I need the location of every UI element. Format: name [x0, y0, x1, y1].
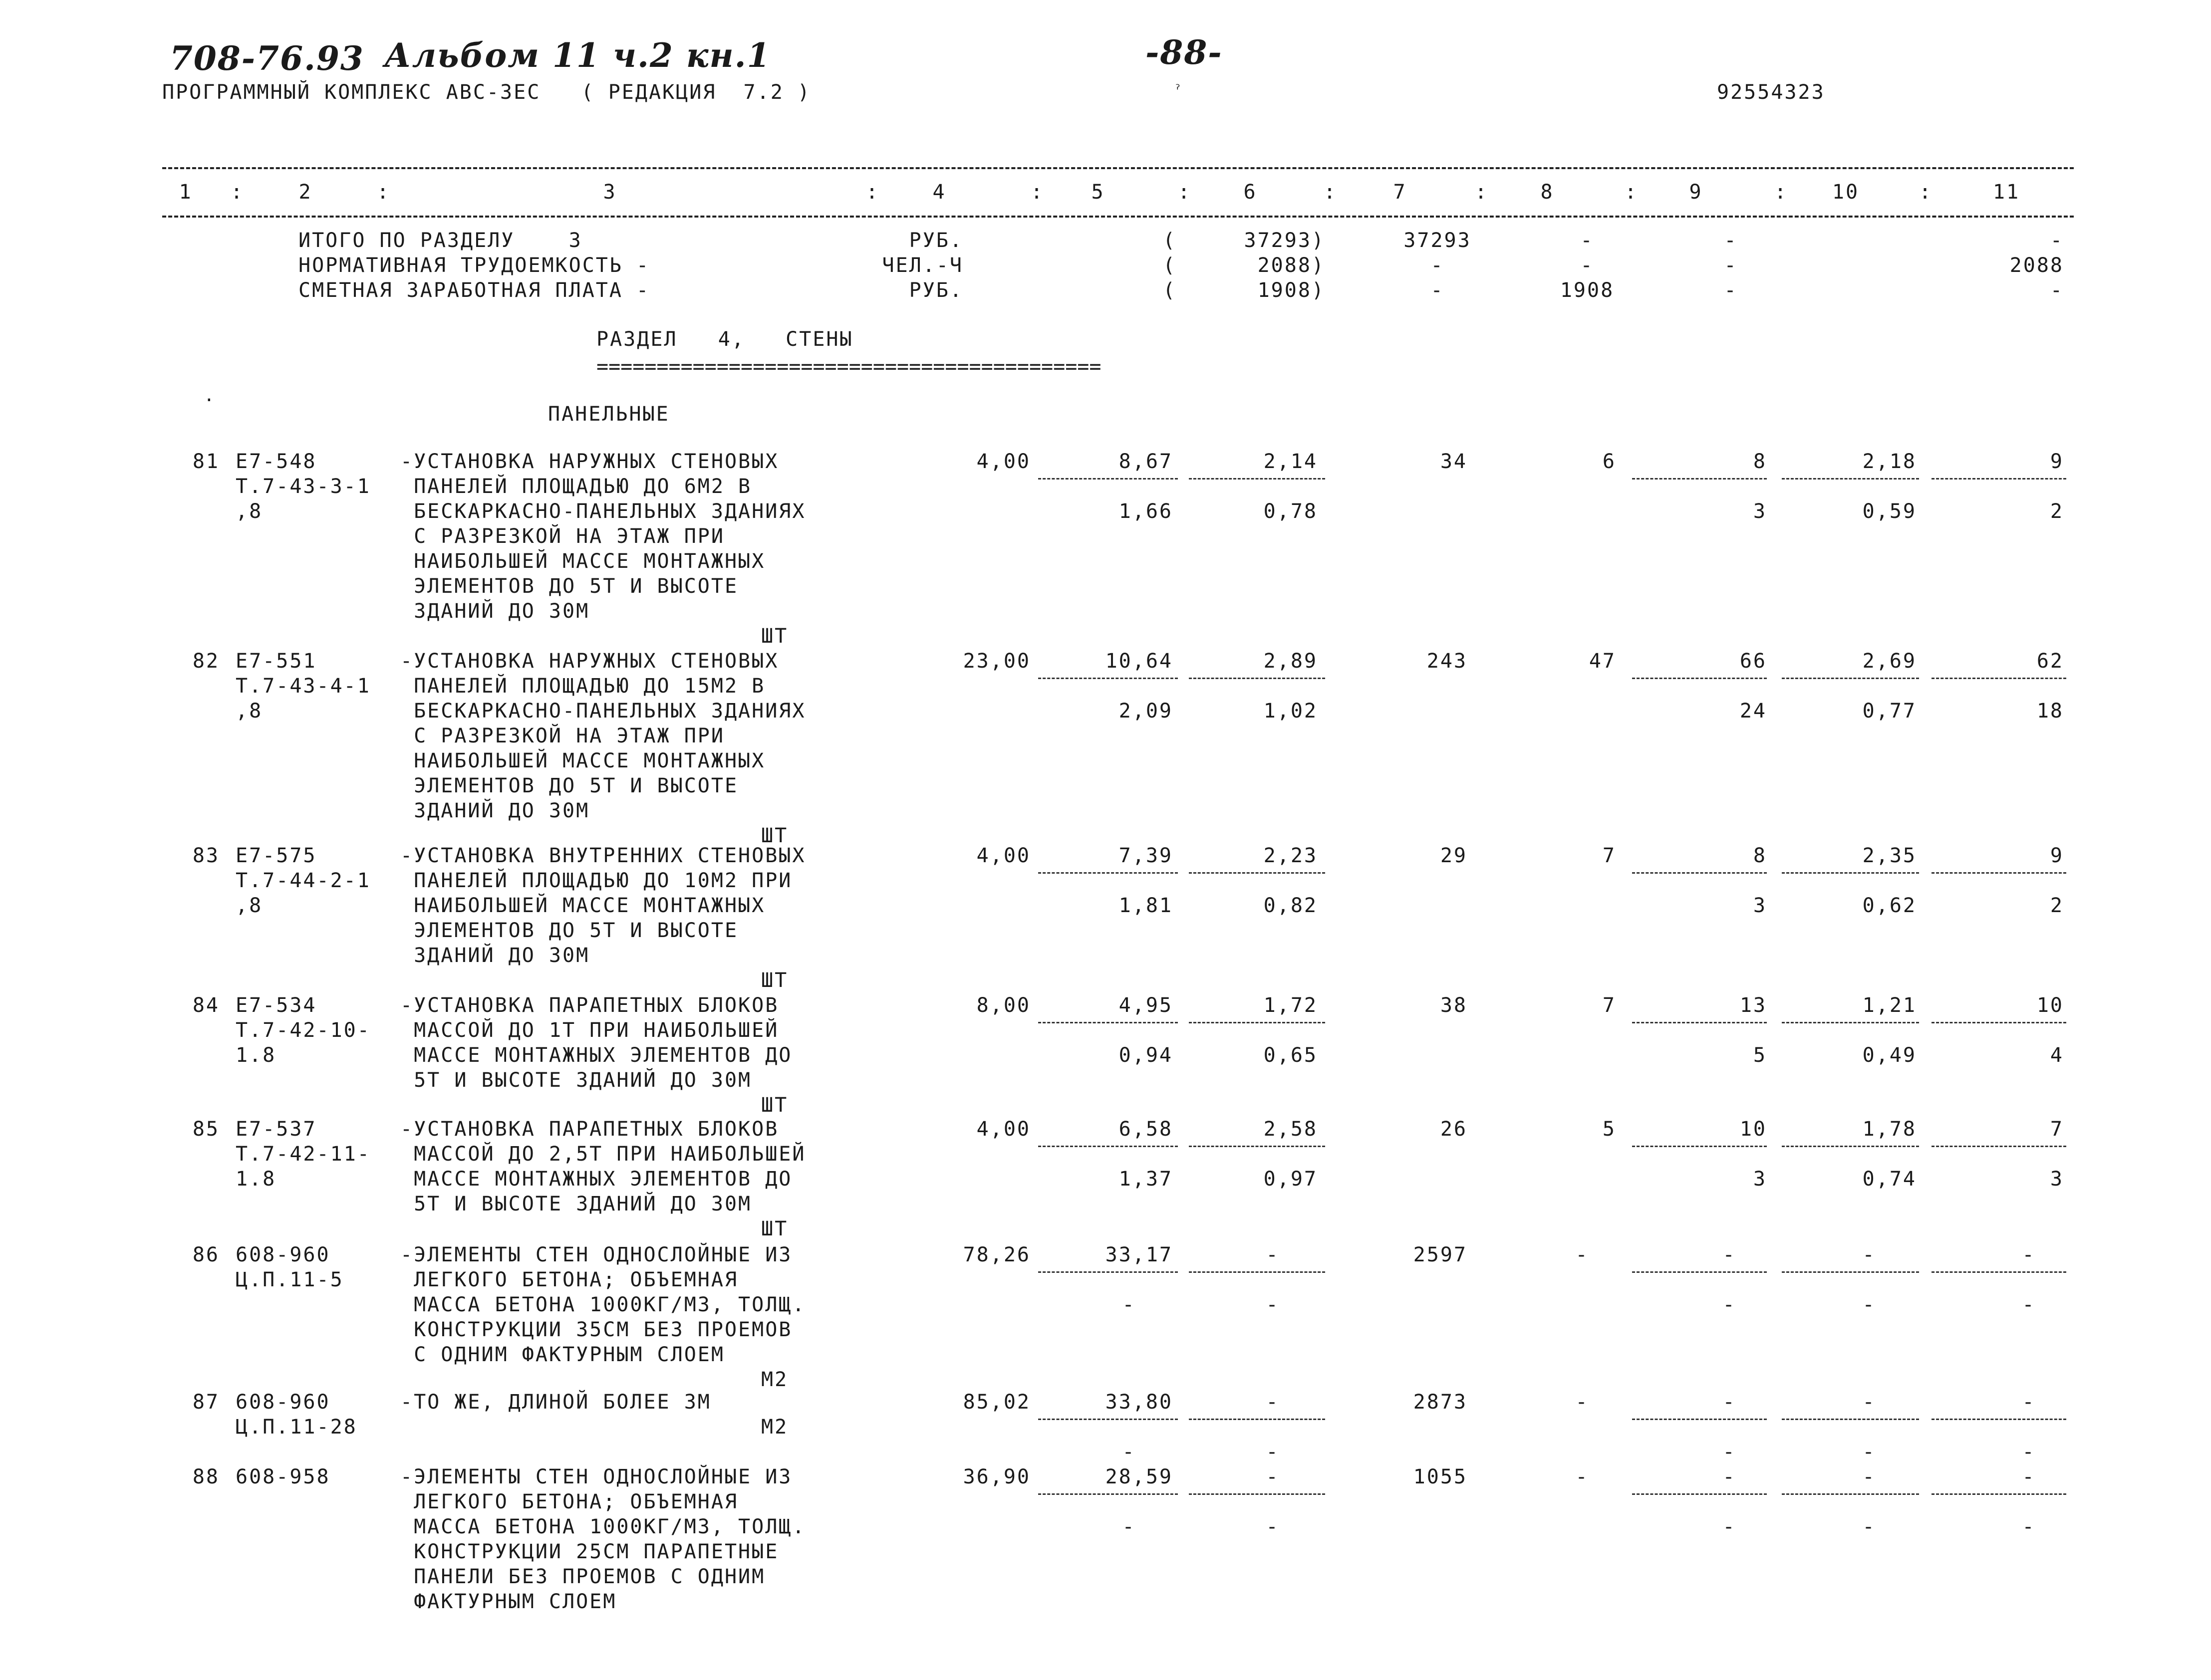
cell-col10-lower: - — [1862, 1515, 1876, 1538]
item-code: 608-960 — [236, 1391, 330, 1414]
item-reference: Ц.П.11-28 — [236, 1416, 357, 1439]
cell-col11-lower: 3 — [2050, 1168, 2064, 1191]
totals-col7: - — [1430, 279, 1444, 302]
fraction-bar — [1632, 1271, 1767, 1273]
item-description: НАИБОЛЬШЕЙ МАССЕ МОНТАЖНЫХ — [400, 749, 766, 772]
fraction-bar — [1038, 1419, 1178, 1420]
cell-col10-lower: - — [1862, 1293, 1876, 1316]
item-description: ЛЕГКОГО БЕТОНА; ОБЪЕМНАЯ — [400, 1268, 739, 1291]
fraction-bar — [1038, 1493, 1178, 1495]
column-separator: : — [231, 181, 245, 204]
fraction-bar — [1932, 678, 2066, 679]
cell-col5: 33,80 — [1105, 1391, 1173, 1414]
column-header-6: 6 — [1243, 181, 1257, 204]
fraction-bar — [1632, 1022, 1767, 1023]
cell-col10: 1,78 — [1862, 1118, 1917, 1141]
cell-col9: - — [1722, 1243, 1736, 1266]
item-description: С ОДНИМ ФАКТУРНЫМ СЛОЕМ — [400, 1343, 725, 1366]
cell-col11-lower: - — [2022, 1293, 2036, 1316]
cell-col6-lower: 0,78 — [1263, 500, 1318, 523]
item-number: 86 — [192, 1243, 220, 1266]
cell-col9: 10 — [1739, 1118, 1767, 1141]
cell-col7: 2873 — [1413, 1391, 1467, 1414]
cell-col7: 29 — [1440, 844, 1467, 867]
item-description: МАССЕ МОНТАЖНЫХ ЭЛЕМЕНТОВ ДО — [400, 1168, 793, 1191]
totals-col6: ( 37293) — [1163, 229, 1325, 252]
cell-col10: - — [1862, 1391, 1876, 1414]
item-number: 87 — [192, 1391, 220, 1414]
cell-col9-lower: 3 — [1753, 1168, 1767, 1191]
column-separator: : — [1625, 181, 1639, 204]
column-separator: : — [377, 181, 391, 204]
column-header-8: 8 — [1540, 181, 1554, 204]
cell-col5: 33,17 — [1105, 1243, 1173, 1266]
column-separator: : — [1919, 181, 1933, 204]
item-code: 608-958 — [236, 1465, 330, 1488]
fraction-bar — [1038, 1146, 1178, 1147]
totals-col9: - — [1724, 279, 1738, 302]
totals-col8: 1908 — [1560, 279, 1615, 302]
fraction-bar — [1632, 1419, 1767, 1420]
cell-col5: 4,95 — [1118, 994, 1173, 1017]
section-title: РАЗДЕЛ 4, СТЕНЫ — [596, 328, 853, 351]
fraction-bar — [1038, 872, 1178, 874]
fraction-bar — [1782, 872, 1919, 874]
column-header-10: 10 — [1832, 181, 1860, 204]
fraction-bar — [1189, 478, 1325, 480]
item-description: 5Т И ВЫСОТЕ ЗДАНИЙ ДО 30М — [400, 1193, 752, 1215]
totals-col7: - — [1430, 254, 1444, 277]
item-description: ПАНЕЛЕЙ ПЛОЩАДЬЮ ДО 10М2 ПРИ — [400, 869, 793, 892]
item-description: БЕСКАРКАСНО-ПАНЕЛЬНЫХ ЗДАНИЯХ — [400, 700, 806, 722]
fraction-bar — [1632, 678, 1767, 679]
fraction-bar — [1782, 678, 1919, 679]
item-description: МАССОЙ ДО 2,5Т ПРИ НАИБОЛЬШЕЙ — [400, 1143, 806, 1166]
totals-col6: ( 2088) — [1163, 254, 1325, 277]
cell-col7: 38 — [1440, 994, 1467, 1017]
cell-col5: 10,64 — [1105, 650, 1173, 673]
item-description: МАССОЙ ДО 1Т ПРИ НАИБОЛЬШЕЙ — [400, 1019, 779, 1042]
fraction-bar — [1782, 1419, 1919, 1420]
item-code: Е7-537 — [236, 1118, 317, 1141]
item-quantity: 4,00 — [976, 844, 1031, 867]
item-quantity: 8,00 — [976, 994, 1031, 1017]
item-code: Е7-551 — [236, 650, 317, 673]
cell-col6: 1,72 — [1263, 994, 1318, 1017]
item-description: НАИБОЛЬШЕЙ МАССЕ МОНТАЖНЫХ — [400, 550, 766, 573]
cell-col10: 2,69 — [1862, 650, 1917, 673]
item-description: ЗДАНИЙ ДО 30М — [400, 600, 590, 623]
item-description: -УСТАНОВКА НАРУЖНЫХ СТЕНОВЫХ — [400, 650, 779, 673]
column-header-9: 9 — [1689, 181, 1703, 204]
cell-col8: - — [1575, 1391, 1589, 1414]
cell-col6: - — [1266, 1243, 1280, 1266]
cell-col9-lower: 5 — [1753, 1044, 1767, 1067]
cell-col5: 8,67 — [1118, 450, 1173, 473]
item-number: 83 — [192, 844, 220, 867]
fraction-bar — [1632, 478, 1767, 480]
stray-dot: · — [204, 390, 215, 411]
cell-col9-lower: - — [1722, 1293, 1736, 1316]
item-unit: ШТ — [761, 625, 789, 648]
cell-col9: 66 — [1739, 650, 1767, 673]
cell-col8: 5 — [1602, 1118, 1616, 1141]
item-unit: М2 — [761, 1416, 789, 1439]
cell-col7: 26 — [1440, 1118, 1467, 1141]
fraction-bar — [1782, 478, 1919, 480]
cell-col8: 47 — [1589, 650, 1616, 673]
cell-col10-lower: 0,49 — [1862, 1044, 1917, 1067]
cell-col5-lower: 2,09 — [1118, 700, 1173, 722]
cell-col6-lower: 1,02 — [1263, 700, 1318, 722]
cell-col10-lower: 0,77 — [1862, 700, 1917, 722]
fraction-bar — [1189, 872, 1325, 874]
totals-col9: - — [1724, 229, 1738, 252]
fraction-bar — [1932, 478, 2066, 480]
fraction-bar — [1782, 1271, 1919, 1273]
cell-col11: - — [2022, 1465, 2036, 1488]
item-description: МАССА БЕТОНА 1000КГ/М3, ТОЛЩ. — [400, 1515, 806, 1538]
cell-col11-lower: 4 — [2050, 1044, 2064, 1067]
item-description: ФАКТУРНЫМ СЛОЕМ — [400, 1590, 617, 1613]
item-code: Е7-534 — [236, 994, 317, 1017]
cell-col11: 9 — [2050, 844, 2064, 867]
totals-col8: - — [1580, 229, 1594, 252]
cell-col6: 2,58 — [1263, 1118, 1318, 1141]
item-description: БЕСКАРКАСНО-ПАНЕЛЬНЫХ ЗДАНИЯХ — [400, 500, 806, 523]
item-description: -УСТАНОВКА ПАРАПЕТНЫХ БЛОКОВ — [400, 1118, 779, 1141]
item-description: ЗДАНИЙ ДО 30М — [400, 944, 590, 967]
fraction-bar — [1038, 678, 1178, 679]
cell-col5-lower: 0,94 — [1118, 1044, 1173, 1067]
item-description: С РАЗРЕЗКОЙ НА ЭТАЖ ПРИ — [400, 724, 725, 747]
column-header-1: 1 — [179, 181, 193, 204]
fraction-bar — [1038, 478, 1178, 480]
cell-col6-lower: 0,97 — [1263, 1168, 1318, 1191]
fraction-bar — [1189, 1271, 1325, 1273]
fraction-bar — [1632, 1493, 1767, 1495]
cell-col6: - — [1266, 1391, 1280, 1414]
totals-unit: ЧЕЛ.-Ч — [882, 254, 963, 277]
column-header-2: 2 — [298, 181, 312, 204]
item-reference: 1.8 — [236, 1044, 276, 1067]
item-description: -УСТАНОВКА ПАРАПЕТНЫХ БЛОКОВ — [400, 994, 779, 1017]
column-separator: : — [866, 181, 880, 204]
totals-col11: 2088 — [2009, 254, 2064, 277]
cell-col11: 10 — [2036, 994, 2064, 1017]
cell-col9-lower: - — [1722, 1515, 1736, 1538]
cell-col9-lower: 3 — [1753, 894, 1767, 917]
cell-col7: 1055 — [1413, 1465, 1467, 1488]
fraction-bar — [1782, 1022, 1919, 1023]
item-description: ЭЛЕМЕНТОВ ДО 5Т И ВЫСОТЕ — [400, 774, 739, 797]
cell-col11-lower: - — [2022, 1515, 2036, 1538]
fraction-bar — [1189, 678, 1325, 679]
fraction-bar — [1932, 1419, 2066, 1420]
fraction-bar — [1932, 872, 2066, 874]
cell-col5-lower: - — [1122, 1515, 1136, 1538]
cell-col8: 6 — [1602, 450, 1616, 473]
item-code: 608-960 — [236, 1243, 330, 1266]
doc-code: 708-76.93 — [170, 39, 364, 78]
page-number: -88- — [1145, 33, 1223, 72]
cell-col7: 243 — [1426, 650, 1467, 673]
cell-col6-lower: 0,82 — [1263, 894, 1318, 917]
item-code: Е7-548 — [236, 450, 317, 473]
cell-col11-lower: 2 — [2050, 894, 2064, 917]
cell-col8: 7 — [1602, 844, 1616, 867]
cell-col9: 8 — [1753, 450, 1767, 473]
totals-label: СМЕТНАЯ ЗАРАБОТНАЯ ПЛАТА - — [298, 279, 650, 302]
fraction-bar — [1189, 1493, 1325, 1495]
cell-col6-lower: - — [1266, 1293, 1280, 1316]
item-quantity: 4,00 — [976, 1118, 1031, 1141]
column-separator: : — [1324, 181, 1338, 204]
item-reference: Ц.П.11-5 — [236, 1268, 344, 1291]
item-number: 82 — [192, 650, 220, 673]
cell-col5-lower: 1,37 — [1118, 1168, 1173, 1191]
item-number: 84 — [192, 994, 220, 1017]
cell-col6: - — [1266, 1465, 1280, 1488]
column-separator: : — [1178, 181, 1192, 204]
cell-col5-lower: 1,81 — [1118, 894, 1173, 917]
cell-col11-lower: - — [2022, 1440, 2036, 1463]
item-unit: ШТ — [761, 1094, 789, 1117]
cell-col8: - — [1575, 1243, 1589, 1266]
item-description: ПАНЕЛИ БЕЗ ПРОЕМОВ С ОДНИМ — [400, 1565, 766, 1588]
item-description: -ЭЛЕМЕНТЫ СТЕН ОДНОСЛОЙНЫЕ ИЗ — [400, 1465, 793, 1488]
totals-unit: РУБ. — [909, 229, 963, 252]
cell-col10: 2,35 — [1862, 844, 1917, 867]
table-top-rule — [162, 167, 2074, 169]
cell-col6: 2,23 — [1263, 844, 1318, 867]
cell-col10-lower: 0,59 — [1862, 500, 1917, 523]
cell-col9-lower: 24 — [1739, 700, 1767, 722]
item-description: ПАНЕЛЕЙ ПЛОЩАДЬЮ ДО 6М2 В — [400, 475, 752, 498]
fraction-bar — [1932, 1271, 2066, 1273]
item-description: С РАЗРЕЗКОЙ НА ЭТАЖ ПРИ — [400, 525, 725, 548]
fraction-bar — [1189, 1419, 1325, 1420]
cell-col5: 6,58 — [1118, 1118, 1173, 1141]
cell-col10-lower: 0,62 — [1862, 894, 1917, 917]
fraction-bar — [1038, 1022, 1178, 1023]
item-description: ЭЛЕМЕНТОВ ДО 5Т И ВЫСОТЕ — [400, 919, 739, 942]
column-header-4: 4 — [932, 181, 946, 204]
item-description: КОНСТРУКЦИИ 35СМ БЕЗ ПРОЕМОВ — [400, 1318, 793, 1341]
fraction-bar — [1038, 1271, 1178, 1273]
item-description: 5Т И ВЫСОТЕ ЗДАНИЙ ДО 30М — [400, 1069, 752, 1092]
item-reference: Т.7-43-3-1 — [236, 475, 371, 498]
item-code: Е7-575 — [236, 844, 317, 867]
cell-col10: - — [1862, 1243, 1876, 1266]
item-quantity: 23,00 — [963, 650, 1031, 673]
item-number: 81 — [192, 450, 220, 473]
fraction-bar — [1932, 1146, 2066, 1147]
cell-col9-lower: - — [1722, 1440, 1736, 1463]
cell-col8: - — [1575, 1465, 1589, 1488]
item-number: 88 — [192, 1465, 220, 1488]
fraction-bar — [1632, 1146, 1767, 1147]
item-description: КОНСТРУКЦИИ 25СМ ПАРАПЕТНЫЕ — [400, 1540, 779, 1563]
item-description: МАССА БЕТОНА 1000КГ/М3, ТОЛЩ. — [400, 1293, 806, 1316]
subsection-title: ПАНЕЛЬНЫЕ — [548, 403, 670, 426]
item-reference: ,8 — [236, 700, 263, 722]
item-unit: ШТ — [761, 824, 789, 847]
cell-col10-lower: 0,74 — [1862, 1168, 1917, 1191]
cell-col11-lower: 2 — [2050, 500, 2064, 523]
cell-col9: 13 — [1739, 994, 1767, 1017]
cell-col11: - — [2022, 1243, 2036, 1266]
item-description: ЭЛЕМЕНТОВ ДО 5Т И ВЫСОТЕ — [400, 575, 739, 598]
cell-col8: 7 — [1602, 994, 1616, 1017]
totals-label: НОРМАТИВНАЯ ТРУДОЕМКОСТЬ - — [298, 254, 650, 277]
item-quantity: 85,02 — [963, 1391, 1031, 1414]
item-reference: ,8 — [236, 894, 263, 917]
cell-col9: 8 — [1753, 844, 1767, 867]
cell-col7: 2597 — [1413, 1243, 1467, 1266]
item-description: -ЭЛЕМЕНТЫ СТЕН ОДНОСЛОЙНЫЕ ИЗ — [400, 1243, 793, 1266]
totals-unit: РУБ. — [909, 279, 963, 302]
item-description: ПАНЕЛЕЙ ПЛОЩАДЬЮ ДО 15М2 В — [400, 675, 766, 698]
item-description: НАИБОЛЬШЕЙ МАССЕ МОНТАЖНЫХ — [400, 894, 766, 917]
item-description: ЛЕГКОГО БЕТОНА; ОБЪЕМНАЯ — [400, 1490, 739, 1513]
item-quantity: 78,26 — [963, 1243, 1031, 1266]
totals-col9: - — [1724, 254, 1738, 277]
cell-col6-lower: - — [1266, 1515, 1280, 1538]
cell-col9-lower: 3 — [1753, 500, 1767, 523]
column-separator: : — [1475, 181, 1489, 204]
program-line: ПРОГРАММНЫЙ КОМПЛЕКС АВС-3ЕС ( РЕДАКЦИЯ 7.2 ) — [162, 81, 811, 104]
totals-label: ИТОГО ПО РАЗДЕЛУ 3 — [298, 229, 582, 252]
fraction-bar — [1632, 872, 1767, 874]
item-description: -УСТАНОВКА ВНУТРЕННИХ СТЕНОВЫХ — [400, 844, 806, 867]
cell-col9: - — [1722, 1465, 1736, 1488]
cell-col11-lower: 18 — [2036, 700, 2064, 722]
cell-col7: 34 — [1440, 450, 1467, 473]
item-quantity: 36,90 — [963, 1465, 1031, 1488]
cell-col9: - — [1722, 1391, 1736, 1414]
item-reference: Т.7-44-2-1 — [236, 869, 371, 892]
section-underline: ========================================== — [596, 355, 1102, 378]
cell-col10: 1,21 — [1862, 994, 1917, 1017]
item-description: ЗДАНИЙ ДО 30М — [400, 799, 590, 822]
cell-col5: 28,59 — [1105, 1465, 1173, 1488]
cell-col11: 9 — [2050, 450, 2064, 473]
item-reference: ,8 — [236, 500, 263, 523]
cell-col5: 7,39 — [1118, 844, 1173, 867]
column-separator: : — [1031, 181, 1045, 204]
item-quantity: 4,00 — [976, 450, 1031, 473]
item-reference: Т.7-43-4-1 — [236, 675, 371, 698]
fraction-bar — [1932, 1493, 2066, 1495]
fraction-bar — [1782, 1146, 1919, 1147]
item-reference: Т.7-42-11- — [236, 1143, 371, 1166]
item-reference: 1.8 — [236, 1168, 276, 1191]
cell-col10: - — [1862, 1465, 1876, 1488]
totals-col6: ( 1908) — [1163, 279, 1325, 302]
fraction-bar — [1189, 1022, 1325, 1023]
cell-col5-lower: - — [1122, 1440, 1136, 1463]
column-header-5: 5 — [1091, 181, 1105, 204]
cell-col11: 7 — [2050, 1118, 2064, 1141]
fraction-bar — [1932, 1022, 2066, 1023]
cell-col10-lower: - — [1862, 1440, 1876, 1463]
cell-col10: 2,18 — [1862, 450, 1917, 473]
item-reference: Т.7-42-10- — [236, 1019, 371, 1042]
cell-col11: 62 — [2036, 650, 2064, 673]
item-unit: ШТ — [761, 1217, 789, 1240]
item-description: -ТО ЖЕ, ДЛИНОЙ БОЛЕЕ 3М — [400, 1391, 711, 1414]
cell-col6-lower: - — [1266, 1440, 1280, 1463]
item-number: 85 — [192, 1118, 220, 1141]
column-header-3: 3 — [603, 181, 617, 204]
item-description: -УСТАНОВКА НАРУЖНЫХ СТЕНОВЫХ — [400, 450, 779, 473]
totals-col11: - — [2050, 229, 2064, 252]
item-unit: ШТ — [761, 969, 789, 992]
totals-col7: 37293 — [1403, 229, 1471, 252]
totals-col11: - — [2050, 279, 2064, 302]
column-header-11: 11 — [1992, 181, 2020, 204]
table-header-rule — [162, 216, 2074, 218]
document-code: 92554323 — [1717, 81, 1825, 104]
item-unit: М2 — [761, 1368, 789, 1391]
totals-col8: - — [1580, 254, 1594, 277]
cell-col11: - — [2022, 1391, 2036, 1414]
cell-col6: 2,89 — [1263, 650, 1318, 673]
column-separator: : — [1774, 181, 1788, 204]
fraction-bar — [1189, 1146, 1325, 1147]
cell-col6-lower: 0,65 — [1263, 1044, 1318, 1067]
fraction-bar — [1782, 1493, 1919, 1495]
cell-col6: 2,14 — [1263, 450, 1318, 473]
album-label: Альбом 11 ч.2 кн.1 — [384, 36, 771, 75]
column-header-7: 7 — [1393, 181, 1407, 204]
stray-mark: ˀ — [1174, 84, 1182, 99]
cell-col5-lower: 1,66 — [1118, 500, 1173, 523]
cell-col5-lower: - — [1122, 1293, 1136, 1316]
item-description: МАССЕ МОНТАЖНЫХ ЭЛЕМЕНТОВ ДО — [400, 1044, 793, 1067]
